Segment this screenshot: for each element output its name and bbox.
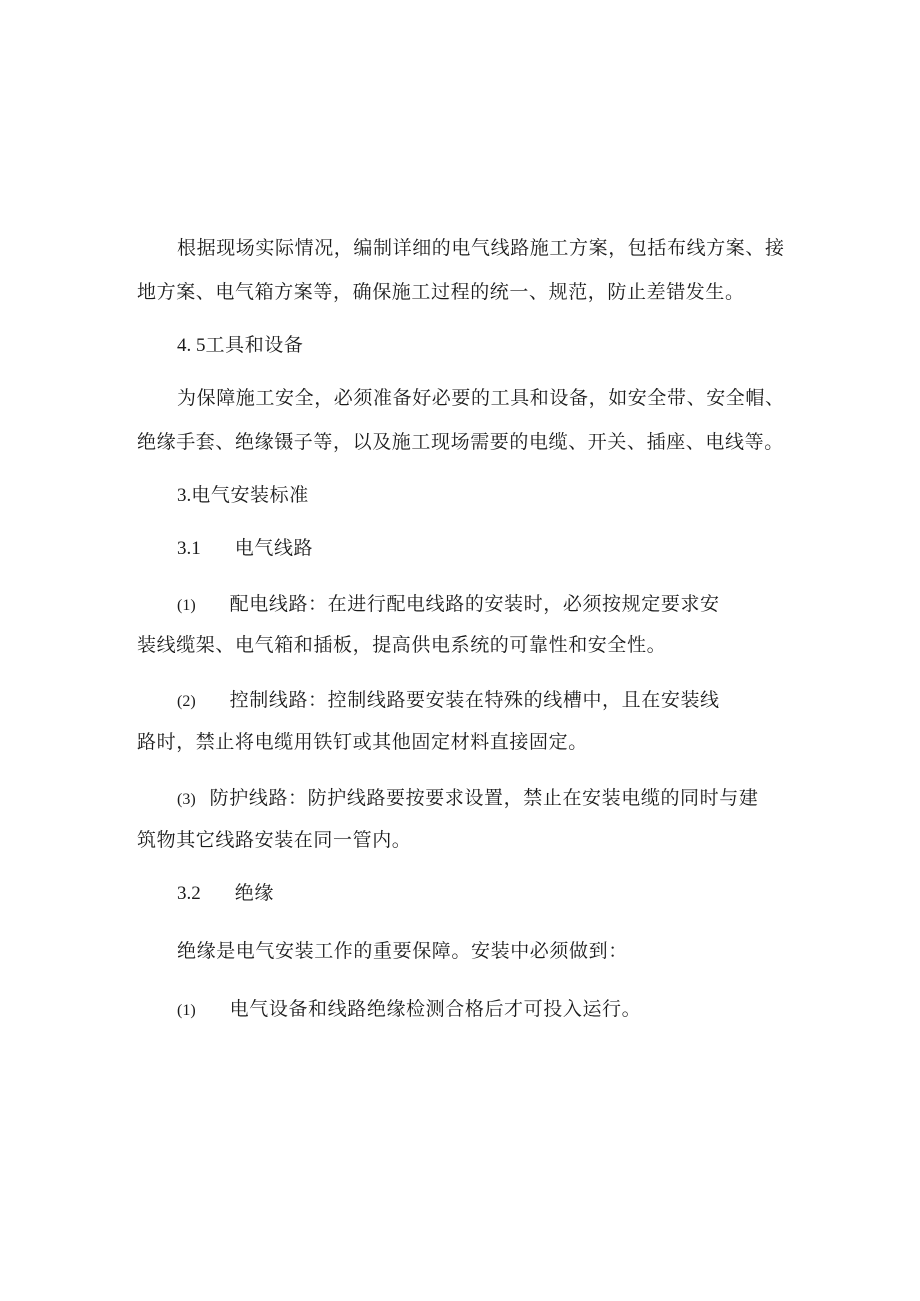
paragraph-line: 根据现场实际情况，编制详细的电气线路施工方案，包括布线方案、接 [177,237,785,259]
list-item-text: 电气设备和线路绝缘检测合格后才可投入运行。 [229,998,642,1020]
section-number: 3.1 [177,538,201,559]
list-item-text: 控制线路：控制线路要安装在特殊的线槽中，且在安装线 [229,689,720,711]
section-number: 4. 5 [177,335,206,356]
section-heading-3-2 [177,881,274,906]
section-title: 绝缘 [234,882,274,904]
section-number: 3.2 [177,883,201,904]
section-heading-3 [177,483,309,508]
list-item-number: (1) [177,597,196,614]
section-number: 3. [177,485,192,506]
list-item-line [177,688,720,714]
list-item-line: 装线缆架、电气箱和插板，提高供电系统的可靠性和安全性。 [137,634,667,656]
list-item-number: (1) [177,1002,196,1019]
section-title: 电气安装标准 [191,484,309,506]
list-item-line [177,997,641,1023]
list-item-text: 配电线路：在进行配电线路的安装时，必须按规定要求安 [229,593,720,615]
section-heading-3-1 [177,536,313,561]
list-item-line: 路时，禁止将电缆用铁钉或其他固定材料直接固定。 [137,731,588,753]
section-heading-4-5 [177,333,304,358]
paragraph-line: 为保障施工安全，必须准备好必要的工具和设备，如安全带、安全帽、 [177,387,785,409]
list-item-line [177,592,720,618]
section-title: 电气线路 [234,537,314,559]
list-item-number: (3) [177,791,196,808]
section-title: 工具和设备 [205,334,304,356]
paragraph-line: 地方案、电气箱方案等，确保施工过程的统一、规范，防止差错发生。 [137,281,745,303]
list-item-text: 防护线路：防护线路要按要求设置，禁止在安装电缆的同时与建 [209,787,759,809]
paragraph-line: 绝缘手套、绝缘镊子等，以及施工现场需要的电缆、开关、插座、电线等。 [137,431,784,453]
list-item-line [177,786,758,812]
list-item-number: (2) [177,693,196,710]
list-item-line: 筑物其它线路安装在同一管内。 [137,829,412,851]
paragraph-line: 绝缘是电气安装工作的重要保障。安装中必须做到： [177,940,628,962]
